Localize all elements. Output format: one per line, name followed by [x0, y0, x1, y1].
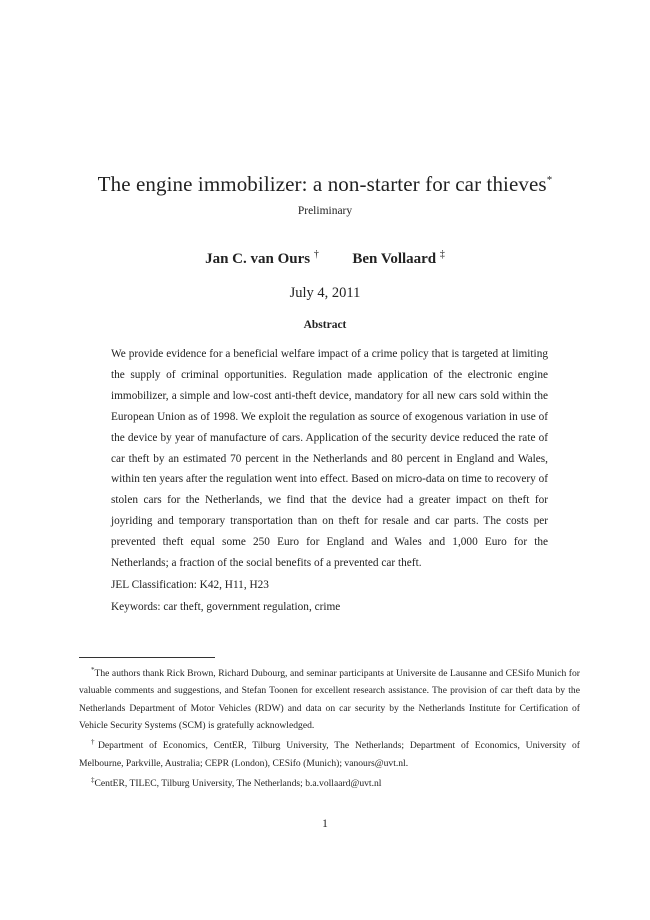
title-footnote-mark: * [546, 174, 553, 186]
keywords: Keywords: car theft, government regulation, crime [111, 600, 341, 613]
author-list [0, 249, 650, 268]
author-2-name: Ben Vollaard [352, 251, 437, 267]
footnote-3-mark: ‡ [91, 776, 95, 785]
paper-date: July 4, 2011 [289, 285, 361, 301]
footnote-3 [79, 772, 580, 792]
footnote-rule [79, 657, 215, 658]
author-2-mark: ‡ [439, 249, 445, 260]
title-text: The engine immobilizer: a non-starter for car thieves [97, 172, 547, 196]
abstract-text: We provide evidence for a beneficial welfare impact of a crime policy that is targeted at limiting the supply of criminal opportunities. Regulation made application of the electronic engine immobilizer, a simple and low-cost anti-theft device, mandatory for all new cars sold within the European Union as of 1998. We exploit the regulation as source of exogenous variation in use of the device by year of manufacture of cars. Application of the security device reduced the rate of car theft by an estimated 70 percent in the Netherlands and 80 percent in England and Wales, within ten years after the regulation went into effect. Based on micro-data on time to recovery of stolen cars for the Netherlands, we find that the device had a greater impact on theft for joyriding and temporary transportation than on theft for resale and car parts. The costs per prevented theft equal some 250 Euro for England and Wales and 1,000 Euro for the Netherlands; a fraction of the social benefits of a prevented car theft. [111, 348, 548, 570]
abstract-heading: Abstract [303, 319, 347, 331]
footnote-2-mark: † [91, 738, 98, 747]
footnote-1-text: The authors thank Rick Brown, Richard Dubourg, and seminar participants at Universite de Lausanne and CESifo Munich for valuable comments and suggestions, and Stefan Toonen for excellent research assistance. The provision of car theft data by the Netherlands Department of Motor Vehicles (RDW) and data on car security by the Netherlands Institute for Certification of Vehicle Security Systems (SCM) is gratefully acknowledged. [79, 668, 580, 732]
author-1-mark: † [313, 249, 319, 260]
paper-subtitle: Preliminary [297, 205, 353, 217]
footnote-1-mark: * [91, 666, 95, 674]
footnote-2 [79, 734, 580, 772]
author-2 [352, 249, 445, 268]
page-number: 1 [322, 818, 328, 830]
abstract [111, 344, 548, 618]
footnote-1 [79, 662, 580, 734]
footnotes [79, 662, 580, 793]
author-1-name: Jan C. van Ours [205, 251, 311, 267]
footnote-2-text: Department of Economics, CentER, Tilburg University, The Netherlands; Department of Economics, University of Melbourne, Parkville, Australia; CEPR (London), CESifo (Munich); vanours@uvt.nl. [79, 740, 581, 769]
footnote-3-text: CentER, TILEC, Tilburg University, The Netherlands; b.a.vollaard@uvt.nl [94, 778, 382, 790]
jel-classification: JEL Classification: K42, H11, H23 [111, 578, 269, 591]
author-1 [205, 249, 319, 268]
paper-title [0, 172, 650, 197]
